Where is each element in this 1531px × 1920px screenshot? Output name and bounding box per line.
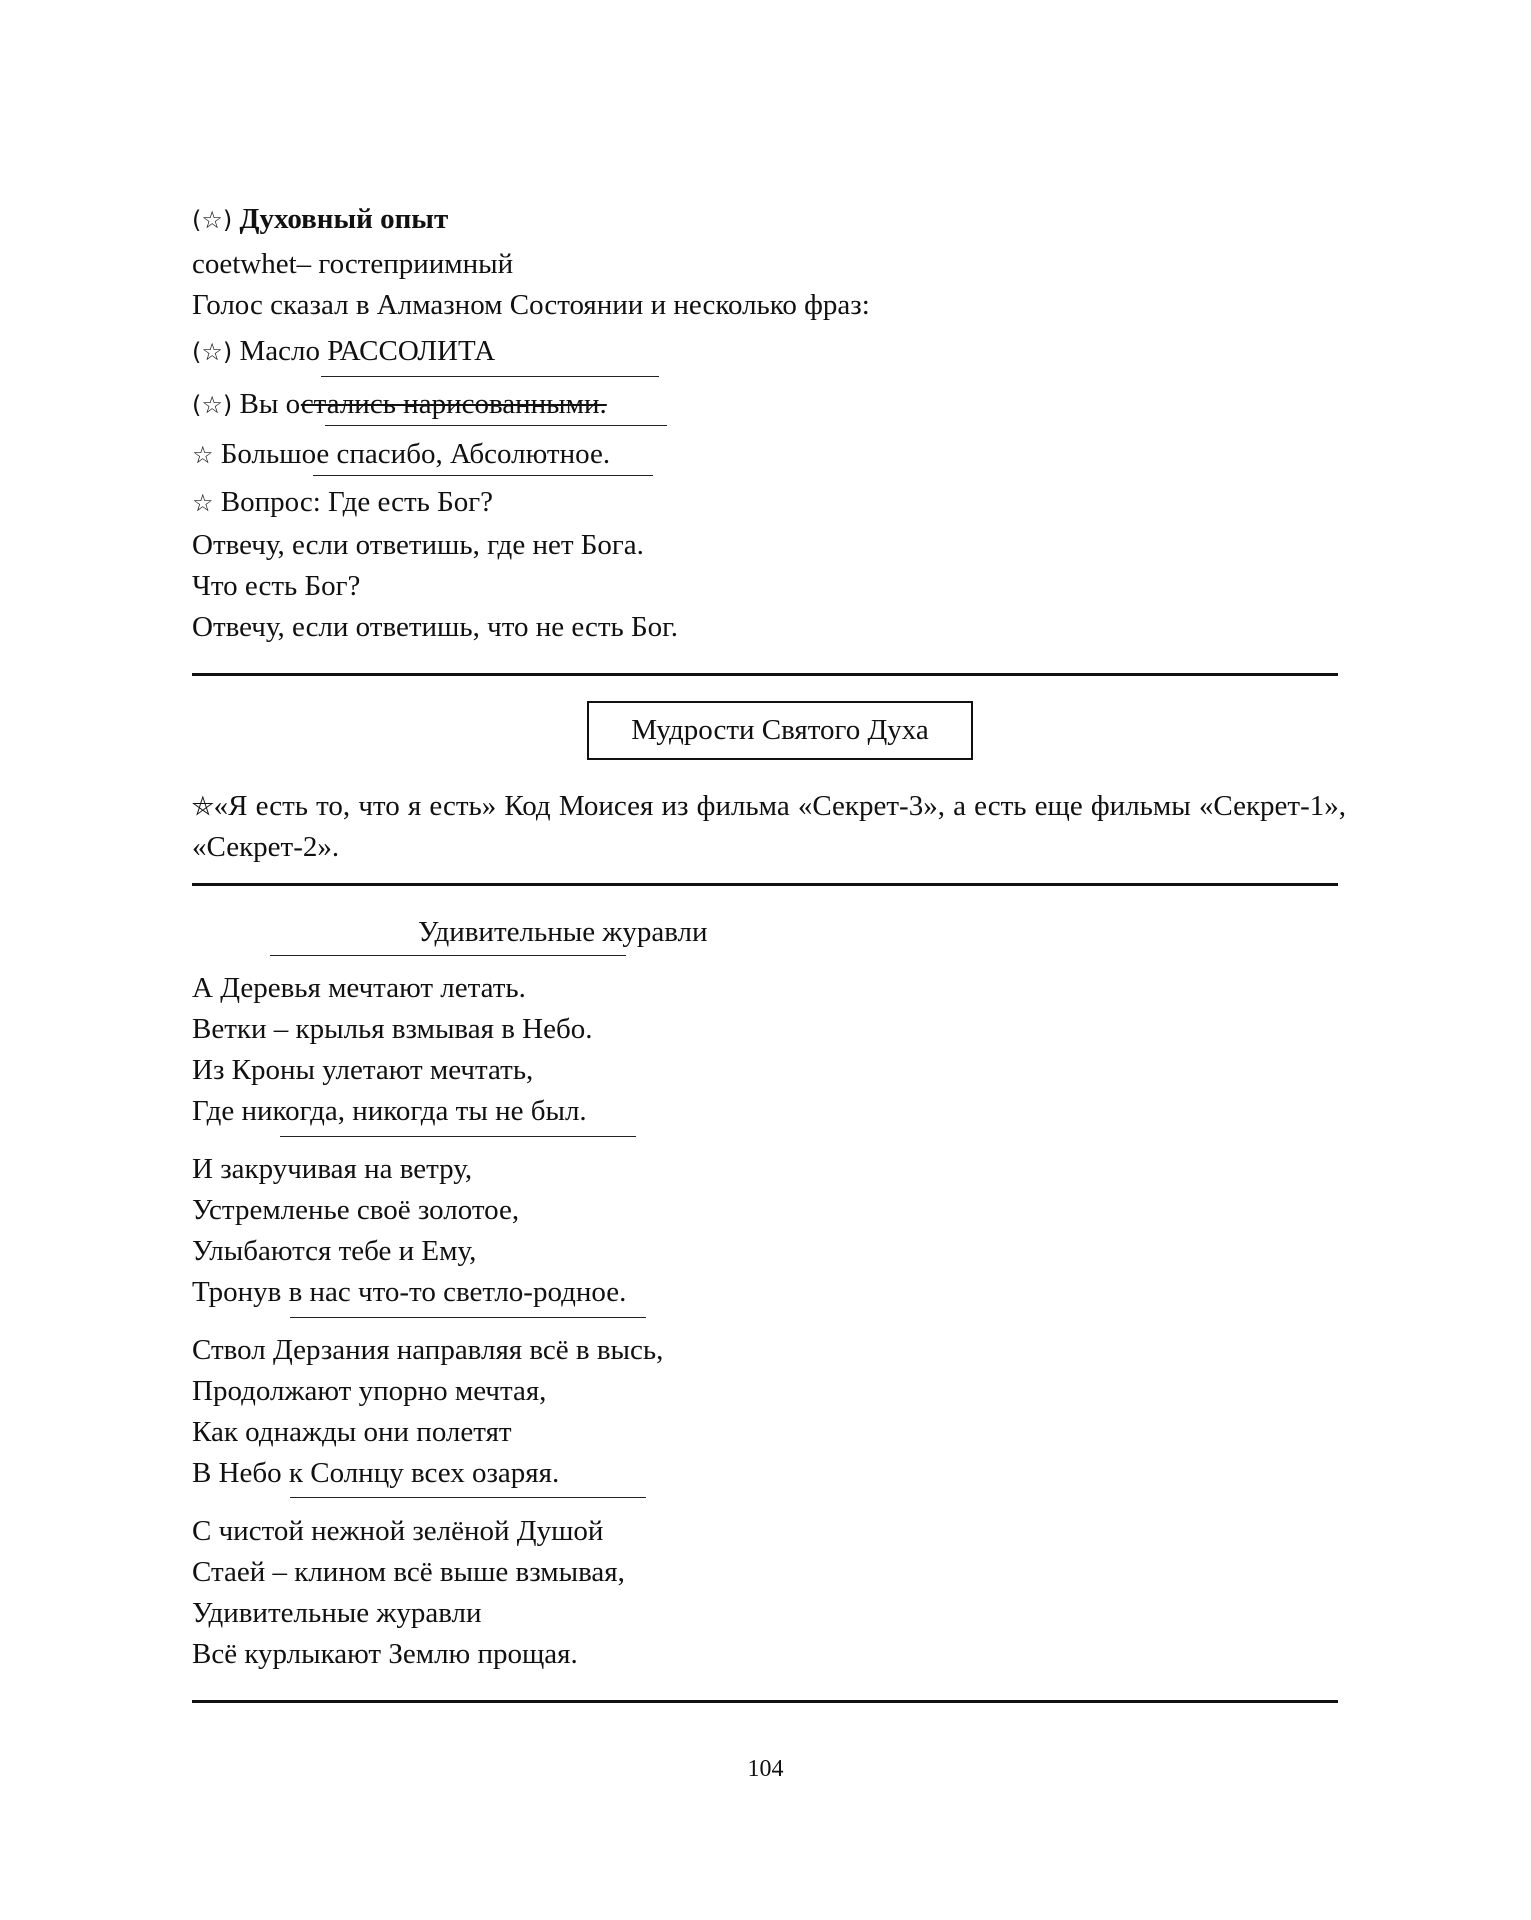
answer-2: Отвечу, если ответишь, что не есть Бог. bbox=[192, 611, 679, 643]
stanza-separator bbox=[290, 1317, 646, 1318]
underline bbox=[321, 376, 659, 377]
wisdom-box-title: Мудрости Святого Духа bbox=[631, 714, 929, 746]
stanza-separator bbox=[280, 1136, 636, 1137]
underline bbox=[325, 425, 667, 426]
divider bbox=[192, 1700, 1338, 1703]
phrase-3-text: Большое спасибо, Абсолютное. bbox=[220, 438, 611, 470]
star-icon: (☆) bbox=[192, 391, 233, 419]
wisdom-paragraph bbox=[192, 786, 1346, 867]
phrase-2 bbox=[192, 390, 607, 419]
word-definition: coetwhet– гостеприимный bbox=[192, 248, 514, 280]
answer-1: Отвечу, если ответишь, где нет Бога. bbox=[192, 529, 644, 561]
star-icon: ☆ bbox=[192, 489, 214, 517]
poem-line: Продолжают упорно мечтая, bbox=[192, 1375, 547, 1407]
phrase-1 bbox=[192, 337, 495, 366]
poem-line: Как однажды они полетят bbox=[192, 1416, 512, 1448]
divider bbox=[192, 883, 1338, 886]
stanza-separator bbox=[290, 1497, 646, 1498]
underline bbox=[270, 955, 626, 956]
poem-line: Из Кроны улетают мечтать, bbox=[192, 1054, 534, 1086]
poem-line: Улыбаются тебе и Ему, bbox=[192, 1235, 477, 1267]
poem-line: С чистой нежной зелёной Душой bbox=[192, 1515, 604, 1547]
poem-line: А Деревья мечтают летать. bbox=[192, 972, 526, 1004]
poem-line: Ствол Дерзания направляя всё в высь, bbox=[192, 1334, 664, 1366]
phrase-2-text-a: Вы о bbox=[239, 388, 301, 420]
poem-line: Тронув в нас что-то светло-родное. bbox=[192, 1276, 627, 1308]
poem-line: Где никогда, никогда ты не был. bbox=[192, 1095, 587, 1127]
poem-line: Стаей – клином всё выше взмывая, bbox=[192, 1556, 625, 1588]
pentagram-icon: ⛤ bbox=[192, 791, 214, 822]
phrase-4-text: Вопрос: Где есть Бог? bbox=[220, 486, 494, 518]
poem-line: Удивительные журавли bbox=[192, 1597, 482, 1629]
poem-line: Всё курлыкают Землю прощая. bbox=[192, 1638, 578, 1670]
phrase-4 bbox=[192, 488, 493, 517]
phrase-1-text: Масло РАССОЛИТА bbox=[239, 335, 496, 367]
poem-line: Ветки – крылья взмывая в Небо. bbox=[192, 1013, 593, 1045]
divider bbox=[192, 673, 1338, 676]
star-icon: ☆ bbox=[192, 441, 214, 469]
phrase-2-text-b: стались нарисованными. bbox=[300, 388, 607, 420]
page-number: 104 bbox=[747, 1756, 784, 1782]
underline bbox=[313, 475, 653, 476]
wisdom-box bbox=[587, 701, 973, 760]
question-2: Что есть Бог? bbox=[192, 570, 361, 602]
star-icon: (☆) bbox=[192, 338, 233, 366]
poem-line: В Небо к Солнцу всех озаряя. bbox=[192, 1457, 560, 1489]
wisdom-text: «Я есть то, что я есть» Код Моисея из фильма «Секрет-3», а есть еще фильмы «Секрет-1», «Секрет-2». bbox=[192, 790, 1346, 863]
poem-line: Устремленье своё золотое, bbox=[192, 1194, 520, 1226]
poem-line: И закручивая на ветру, bbox=[192, 1153, 473, 1185]
section-heading-text: Духовный опыт bbox=[239, 203, 449, 235]
voice-intro-line: Голос сказал в Алмазном Состоянии и несколько фраз: bbox=[192, 289, 870, 321]
star-icon: (☆) bbox=[192, 206, 233, 234]
section-heading bbox=[192, 205, 448, 234]
poem-title: Удивительные журавли bbox=[418, 916, 708, 948]
phrase-3 bbox=[192, 440, 610, 469]
